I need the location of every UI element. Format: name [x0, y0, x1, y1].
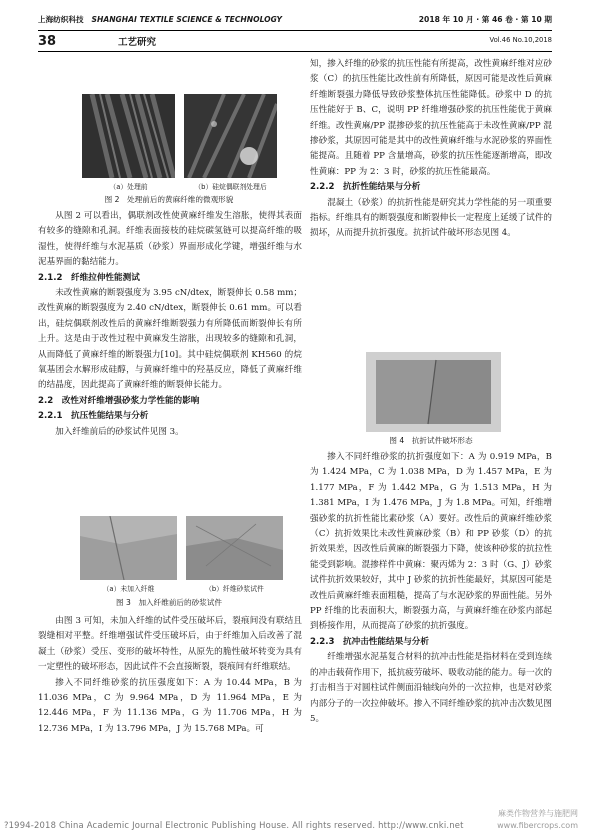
paragraph: 加入纤维前后的砂浆试件见图 3。: [55, 426, 184, 437]
figure2-image-b: [184, 94, 277, 178]
figure3-image-b: [186, 516, 283, 580]
journal-title-cn: 上海纺织科技: [38, 15, 84, 24]
figure2-caption: 图 2 处理前后的黄麻纤维的微观形貌: [104, 195, 234, 204]
left-column-upper: [38, 209, 302, 440]
paragraph: 由图 3 可知，未加入纤维的试件受压破坏后，裂痕间没有联结且裂缝相对平整。纤维增强试件受压破坏后，由于纤维加入后改善了混凝土（砂浆）受压、变形的破坏特性，从原先的脆性破坏转变为具有一定塑性的破坏形态，因此试件不会直接断裂，裂痕间有纤维联结。: [38, 616, 302, 673]
left-column-lower: [38, 614, 302, 737]
heading-2-2-1: 2.2.1 抗压性能结果与分析: [38, 411, 149, 422]
paragraph: 知，掺入纤维的砂浆的抗压性能有所提高，改性黄麻纤维对应砂浆（C）的抗压性能比改性前有所降低，原因可能是改性后黄麻纤维断裂强力降低导致砂浆整体抗压性能降低。砂浆中 D 的抗压性能好于 B、C，说明 PP 纤维增强砂浆的抗压性能优于黄麻纤维。改性黄麻/PP 混掺砂浆的抗压性能高于未改性黄麻/PP 混掺砂浆，其原因可能是其中的改性黄麻纤维与水泥砂浆的界面性能提高。且随着 PP 含量增高，砂浆的抗压性能逐渐增高，即改性黄麻：PP 为 2：3 时，砂浆的抗压性能最高。: [310, 59, 552, 177]
right-column-upper: [310, 57, 552, 242]
svg-text:www.fibercrops.com: www.fibercrops.com: [497, 821, 578, 830]
heading-2-2-2: 2.2.2 抗折性能结果与分析: [310, 182, 421, 193]
issue-info: 2018 年 10 月 · 第 46 卷 · 第 10 期: [418, 15, 552, 24]
paragraph: 从图 2 可以看出，偶联剂改性使黄麻纤维发生溶胀，使得其表面有较多的缝隙和孔洞。纤维表面接枝的硅烷碳氢链可以提高纤维的吸湿性，使得纤维与水泥基质（砂浆）界面形成化学键，增强纤维与水泥基界面的黏结能力。: [38, 211, 302, 268]
heading-2-1-2: 2.1.2 纤维拉伸性能测试: [38, 272, 140, 283]
paragraph: 掺入不同纤维砂浆的抗压强度如下：A 为 10.44 MPa，B 为 11.036 MPa，C 为 9.964 MPa，D 为 11.964 MPa，E 为 12.446 MPa，F 为 11.136 MPa，G 为 11.706 MPa，H 为 12.736 MPa，I 为 13.796 MPa，J 为 15.768 MPa。可: [38, 677, 302, 734]
figure2-sub-a: （a）处理前: [109, 183, 148, 191]
figure3-caption: 图 3 加入纤维前后的砂浆试件: [116, 598, 222, 607]
paragraph: 混凝土（砂浆）的抗折性能是研究其力学性能的另一项重要指标。纤维具有的断裂强度和断裂伸长一定程度上延缓了试件的损坏，从而提升抗折强度。抗折试件破坏形态见图 4。: [310, 197, 552, 239]
heading-2-2-3: 2.2.3 抗冲击性能结果与分析: [310, 636, 429, 647]
heading-2-2: 2.2 改性对纤维增强砂浆力学性能的影响: [38, 395, 200, 406]
svg-text:麻类作物营养与施肥网: 麻类作物营养与施肥网: [498, 809, 578, 818]
figure3-sub-b: （b）纤维砂浆试件: [205, 585, 264, 593]
figure3-sub-a: （a）未加入纤维: [102, 585, 155, 593]
journal-title-en: SHANGHAI TEXTILE SCIENCE & TECHNOLOGY: [91, 15, 283, 24]
figure3-image-a: [80, 516, 177, 580]
right-column-lower: [310, 450, 552, 727]
figure2-image-a: [82, 94, 175, 178]
figure4-caption: 图 4 抗折试件破坏形态: [389, 436, 473, 445]
paragraph: 未改性黄麻的断裂强度为 3.95 cN/dtex，断裂伸长 0.58 mm；改性黄麻的断裂强度为 2.40 cN/dtex，断裂伸长 0.61 mm。可以看出，硅烷偶联剂改性后的黄麻纤维断裂强力有所降低而断裂伸长有所上升。这是由于改性过程中黄麻发生溶胀，出现较多的缝隙和孔洞，从而降低了黄麻纤维的断裂强力[10]。其中硅烷偶联剂 KH560 的烷氧基团会水解形成硅醇，与黄麻纤维中的羟基反应，降低了黄麻纤维的结晶度，因此提高了黄麻纤维的断裂伸长能力。: [38, 288, 302, 391]
running-header: [38, 14, 552, 28]
header-rule: [38, 30, 552, 31]
figure4-image: [366, 352, 501, 432]
paragraph: 纤维增强水泥基复合材料的抗冲击性能是指材料在受到连续的冲击载荷作用下，抵抗疲劳破坏、吸收动能的能力。每一次的打击相当于对圆柱试件侧面沿轴线向外的一次拉伸，也是对砂浆内部分子的一次拉伸破坏。掺入不同纤维砂浆的抗冲击次数见图 5。: [310, 652, 552, 724]
figure2-sub-b: （b）硅烷偶联剂处理后: [194, 183, 267, 191]
copyright-footer: ?1994-2018 China Academic Journal Electronic Publishing House. All rights reserved. http://www.cnki.net: [4, 820, 464, 830]
subheader-rule: [38, 51, 552, 52]
journal-title: [38, 14, 282, 25]
page-number: 38: [38, 34, 57, 49]
paragraph: 掺入不同纤维砂浆的抗折强度如下：A 为 0.919 MPa，B 为 1.424 MPa，C 为 1.038 MPa，D 为 1.457 MPa，E 为 1.177 MPa，F 为 1.442 MPa，G 为 1.513 MPa，H 为 1.381 MPa，I 为 1.476 MPa，J 为 1.8 MPa。可知，纤维增强砂浆的抗折性能比素砂浆（A）要好。改性后的黄麻纤维砂浆（C）抗折效果比未改性黄麻砂浆（B）和 PP 砂浆（D）的抗折效果差，因改性后黄麻的断裂强力下降，使该种砂浆的抗拉性能受到影响。混掺样件中黄麻：聚丙烯为 2：3 时（G、J）砂浆试件抗折效果较好，其中 J 砂浆的抗折性能最好，其原因可能是改性后黄麻纤维表面粗糙，提高了与水泥砂浆的界面性能。另外 PP 纤维的比表面积大，断裂强力高，与黄麻纤维在砂浆内部起到桥接作用，从而提高了砂浆的抗折强度。: [310, 452, 552, 632]
volume-info: Vol.46 No.10,2018: [489, 36, 552, 44]
section-title: 工艺研究: [118, 37, 157, 48]
watermark-logo: [430, 805, 580, 833]
